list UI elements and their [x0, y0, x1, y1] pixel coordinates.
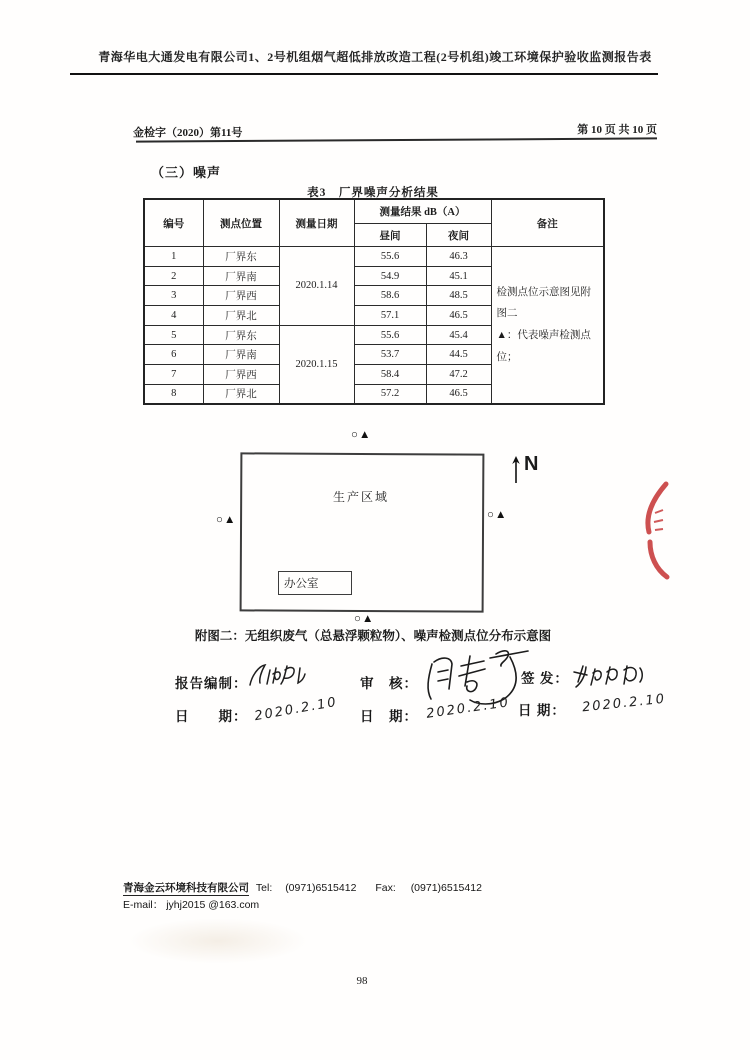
table-cell: 6	[144, 345, 203, 365]
footer-company: 青海金云环境科技有限公司	[123, 882, 249, 894]
table-cell: 7	[144, 365, 203, 385]
footer-fax: (0971)6515412	[410, 882, 482, 894]
table-cell: 4	[144, 306, 203, 326]
table-cell: 48.5	[426, 286, 491, 306]
review-label: 审 核：	[360, 676, 418, 691]
monitoring-point-marker-icon: ○▲	[354, 613, 375, 625]
col-header-remark: 备注	[491, 199, 604, 247]
col-header-location: 测点位置	[203, 199, 279, 247]
document-number: 金检字（2020）第11号	[133, 127, 243, 139]
table-title: 表3 厂界噪声分析结果	[307, 187, 439, 199]
col-header-day: 昼间	[354, 224, 426, 247]
monitoring-point-marker-icon: ○▲	[351, 429, 372, 441]
review-date-label: 日 期：	[360, 709, 418, 724]
table-cell: 3	[144, 286, 203, 306]
table-cell: 53.7	[354, 345, 426, 365]
table-cell: 57.1	[354, 306, 426, 326]
table-cell: 58.4	[354, 365, 426, 385]
red-seal-fragment	[640, 480, 678, 580]
footer-tel-label: Tel:	[255, 882, 273, 894]
table-cell: 5	[144, 325, 203, 345]
table-cell: 58.6	[354, 286, 426, 306]
table-cell: 46.5	[426, 306, 491, 326]
table-cell: 54.9	[354, 266, 426, 286]
table-cell: 厂界东	[203, 247, 279, 267]
production-area-label: 生产区域	[332, 490, 389, 504]
monitoring-point-marker-icon: ○▲	[216, 514, 237, 526]
table-row	[144, 247, 604, 267]
report-header-title: 青海华电大通发电有限公司1、2号机组烟气超低排放改造工程(2号机组)竣工环境保护验收监测报告表	[98, 50, 652, 64]
table-cell: 1	[144, 247, 203, 267]
prepared-by-label: 报告编制：	[175, 676, 248, 691]
page-indicator: 第 10 页 共 10 页	[577, 124, 657, 136]
monitoring-point-marker-icon: ○▲	[487, 509, 508, 521]
production-area-outline	[240, 452, 485, 612]
table-header-row	[144, 199, 604, 224]
table-cell: 厂界西	[203, 286, 279, 306]
table-cell: 厂界北	[203, 306, 279, 326]
table-cell: 57.2	[354, 384, 426, 404]
footer-line-1	[123, 880, 482, 895]
table-cell: 46.5	[426, 384, 491, 404]
issue-date-label: 日 期：	[518, 703, 566, 718]
footer-email: jyhj2015 @163.com	[166, 899, 260, 911]
footer-tel: (0971)6515412	[285, 882, 357, 894]
review-date-handwritten: 2020.2.10	[425, 695, 511, 722]
section-heading-noise: （三）噪声	[151, 165, 222, 180]
footer-line-2	[123, 897, 259, 912]
prepared-by-signature	[242, 658, 312, 694]
issue-signature	[570, 660, 650, 692]
table-cell: 44.5	[426, 345, 491, 365]
remark-line: 检测点位示意图见附图二	[496, 286, 591, 320]
table-cell: 厂界东	[203, 325, 279, 345]
table-cell: 47.2	[426, 365, 491, 385]
col-header-result-group: 测量结果 dB（A）	[354, 199, 491, 224]
page-number: 98	[356, 975, 368, 987]
scan-smudge	[128, 918, 308, 964]
table-cell: 8	[144, 384, 203, 404]
issue-label: 签 发：	[521, 671, 569, 686]
noise-analysis-table	[143, 198, 605, 405]
table-cell	[491, 247, 604, 405]
prepared-date-handwritten: 2020.2.10	[253, 694, 339, 725]
table-cell: 55.6	[354, 325, 426, 345]
col-header-date: 测量日期	[279, 199, 354, 247]
col-header-id: 编号	[144, 199, 203, 247]
north-label: N	[524, 453, 539, 475]
table-cell: 45.4	[426, 325, 491, 345]
footer-email-label: E-mail：	[123, 899, 164, 911]
col-header-night: 夜间	[426, 224, 491, 247]
remark-line: ▲：代表噪声检测点位；	[496, 330, 591, 363]
table-cell: 厂界南	[203, 266, 279, 286]
footer-fax-label: Fax:	[375, 882, 396, 894]
prepared-date-label: 日 期：	[175, 709, 248, 724]
table-cell: 2	[144, 266, 203, 286]
header-rule	[70, 73, 658, 75]
table-cell: 45.1	[426, 266, 491, 286]
table-cell: 2020.1.15	[279, 325, 354, 404]
table-cell: 46.3	[426, 247, 491, 267]
issue-date-handwritten: 2020.2.10	[581, 691, 667, 716]
noise-table-body	[144, 247, 604, 405]
figure-caption: 附图二：无组织废气（总悬浮颗粒物）、噪声检测点位分布示意图	[194, 629, 552, 643]
office-box: 办公室	[278, 571, 352, 595]
table-cell: 2020.1.14	[279, 247, 354, 326]
table-cell: 厂界西	[203, 365, 279, 385]
table-cell: 厂界南	[203, 345, 279, 365]
table-cell: 厂界北	[203, 384, 279, 404]
north-arrow-icon	[510, 456, 522, 484]
table-cell: 55.6	[354, 247, 426, 267]
